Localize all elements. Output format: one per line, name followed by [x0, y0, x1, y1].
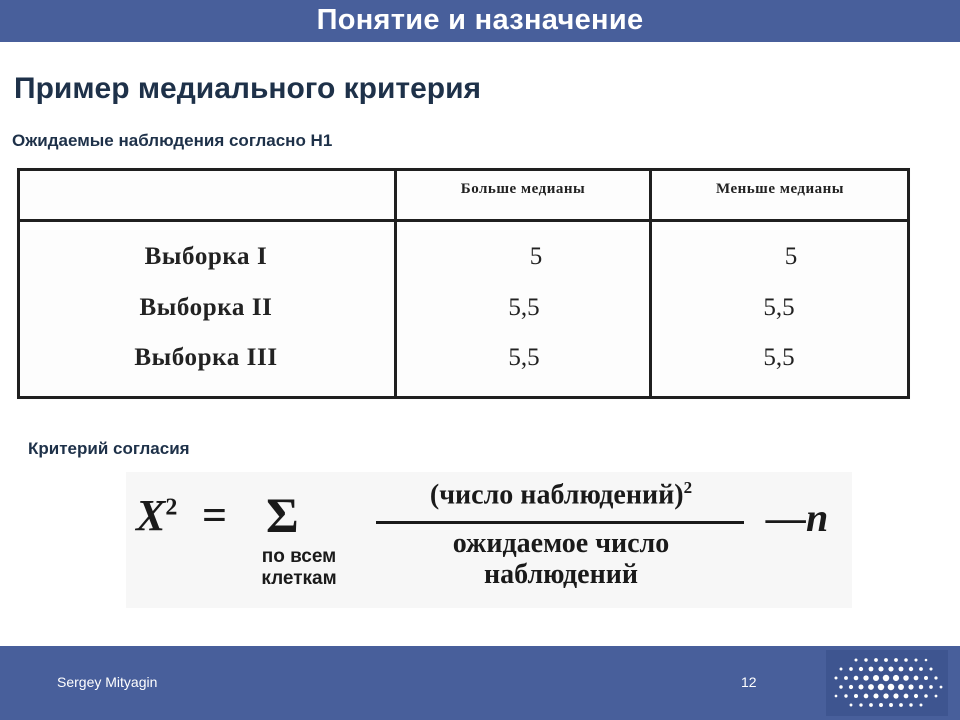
expected-observations-table [16, 167, 911, 400]
logo-dot [888, 666, 893, 671]
logo-dot [873, 693, 878, 698]
logo-dot [844, 694, 847, 697]
logo-dot [879, 703, 883, 707]
logo-dot [878, 666, 883, 671]
logo-dot [884, 658, 888, 662]
logo-dot [883, 675, 889, 681]
logo-dot [919, 685, 923, 689]
cell-below-median: 5 [784, 243, 798, 270]
table-caption: Ожидаемые наблюдения согласно H1 [12, 131, 333, 150]
dot-grid-logo-icon [826, 650, 948, 716]
slide-title: Понятие и назначение [316, 4, 644, 36]
logo-dot [924, 676, 928, 680]
logo-dot [854, 676, 859, 681]
formula-lhs: $X^2$ [136, 491, 178, 540]
logo-dot [873, 675, 879, 681]
logo-dot [919, 667, 923, 671]
logo-dot [883, 693, 888, 698]
logo-dot [929, 667, 932, 670]
cell-below-median: 5,5 [763, 344, 795, 371]
logo-dot [924, 694, 928, 698]
logo-dot [909, 703, 912, 706]
logo-dot [914, 676, 919, 681]
logo-dot [899, 667, 904, 672]
fraction-bar [376, 521, 744, 524]
logo-dot [850, 704, 853, 707]
logo-dot [878, 684, 884, 690]
cell-below-median: 5,5 [763, 294, 795, 321]
sum-range-label: по всем клеткам [261, 546, 337, 589]
logo-dot [864, 658, 867, 661]
logo-dot [849, 667, 853, 671]
row-label: Выборка II [139, 294, 273, 321]
logo-dot [908, 684, 913, 689]
formula-equals: = [202, 491, 228, 540]
cell-above-median: 5 [529, 243, 543, 270]
logo-dot [840, 668, 843, 671]
cell-above-median: 5,5 [508, 344, 540, 371]
logo-dot [925, 659, 928, 662]
logo-dot [859, 667, 863, 671]
logo-dot [874, 658, 878, 662]
row-label: Выборка I [144, 243, 268, 270]
logo-dot [839, 685, 842, 688]
logo-dot [899, 703, 903, 707]
logo-dot [934, 676, 937, 679]
logo-dot [935, 695, 938, 698]
footer-bar [0, 646, 960, 720]
logo-dot [898, 684, 904, 690]
row-label: Выборка III [134, 344, 278, 371]
logo-dot [869, 667, 874, 672]
logo-dot [909, 667, 913, 671]
table-header-divider [17, 219, 910, 222]
formula-denominator: ожидаемое число наблюдений [452, 528, 670, 590]
logo-dot [888, 684, 895, 691]
logo-dot [863, 675, 868, 680]
logo-dot [854, 694, 858, 698]
logo-dot [940, 686, 943, 689]
logo-dot [894, 658, 898, 662]
logo-dot [893, 675, 899, 681]
logo-dot [920, 704, 923, 707]
cell-above-median: 5,5 [508, 294, 540, 321]
logo-dot [904, 658, 908, 662]
table-divider [649, 168, 652, 399]
logo-dot [889, 703, 893, 707]
footer-author: Sergey Mityagin [57, 674, 158, 690]
logo-dot [914, 694, 918, 698]
logo-dot [834, 676, 837, 679]
header-bar [0, 0, 960, 42]
logo-dot [869, 703, 873, 707]
slide-subtitle: Пример медиального критерия [14, 72, 482, 105]
formula-numerator: (число наблюдений)$^2$ [429, 478, 693, 511]
logo-dot [893, 693, 898, 698]
logo-dot [844, 676, 848, 680]
criterion-label: Критерий согласия [28, 439, 190, 458]
column-header-below-median: Меньше медианы [715, 181, 845, 197]
sum-symbol: Σ [266, 487, 299, 543]
chi-square-formula [126, 472, 852, 608]
page-number: 12 [741, 674, 757, 690]
logo-dot [854, 658, 857, 661]
logo-dot [904, 694, 909, 699]
column-header-above-median: Больше медианы [460, 181, 586, 197]
logo-dot [849, 685, 853, 689]
logo-dot [858, 684, 863, 689]
logo-dot [859, 703, 862, 706]
logo-dot [864, 694, 869, 699]
logo-dot [868, 684, 874, 690]
logo-dot [903, 675, 909, 681]
logo-dot [929, 685, 933, 689]
logo-dot [835, 695, 838, 698]
formula-tail: —n [766, 495, 829, 540]
logo-dot [914, 658, 917, 661]
